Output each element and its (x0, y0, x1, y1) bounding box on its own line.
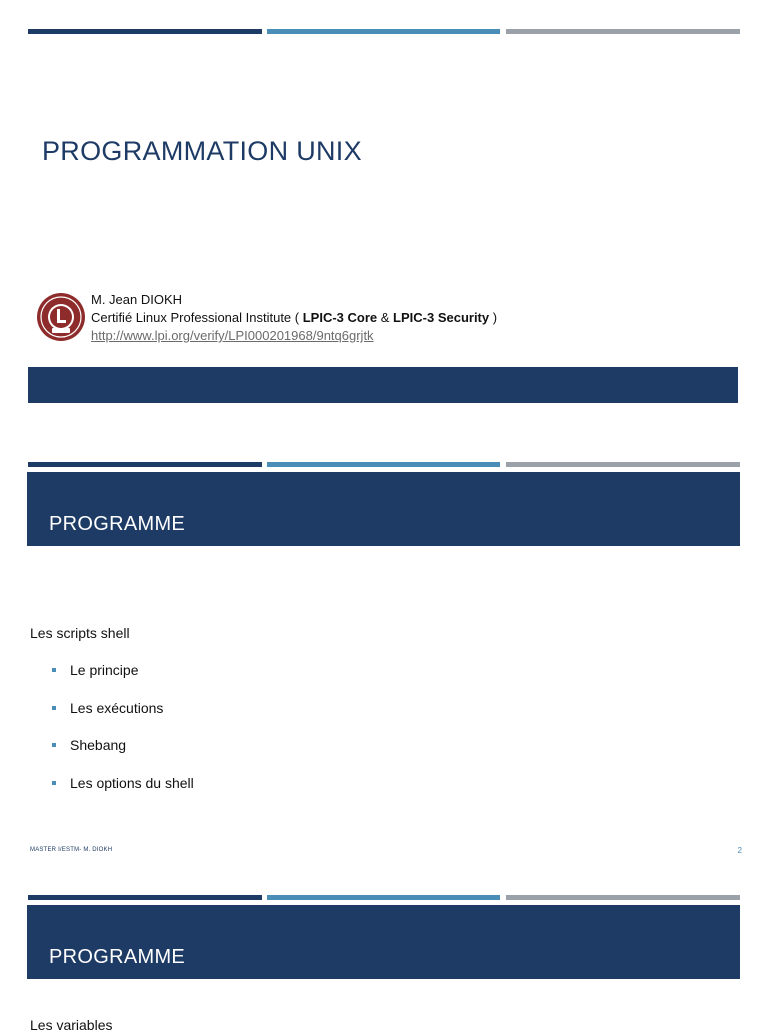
verify-link[interactable]: http://www.lpi.org/verify/LPI000201968/9ntq6grjtk (91, 328, 374, 343)
cert-mid: & (377, 310, 394, 325)
list-item (52, 735, 194, 773)
slide-footer-text: MASTER I/ESTM- M. DIOKH (30, 847, 113, 853)
square-bullet-icon (52, 706, 56, 710)
slide-header (27, 472, 740, 546)
slide-footer-band (28, 367, 738, 403)
square-bullet-icon (52, 781, 56, 785)
list-item-text: Les exécutions (70, 699, 164, 716)
list-item (52, 773, 194, 811)
page-number: 2 (737, 846, 742, 855)
square-bullet-icon (52, 743, 56, 747)
slide-programme-next (0, 864, 768, 1033)
accent-bar-gray (506, 29, 740, 34)
slide-header (27, 905, 740, 979)
accent-bar-blue (267, 895, 500, 900)
list-item (52, 698, 194, 736)
partial-section-heading: Les variables (30, 1017, 113, 1033)
square-bullet-icon (52, 668, 56, 672)
accent-bar-navy (28, 29, 262, 34)
cert-lpic3-core: LPIC-3 Core (302, 310, 378, 325)
lpi-logo-icon (36, 292, 86, 342)
author-details (91, 291, 497, 345)
certification-line (91, 309, 497, 327)
cert-suffix: ) (489, 310, 498, 325)
list-item-text: Shebang (70, 737, 127, 753)
slide-title: PROGRAMME (49, 513, 186, 535)
list-item-text: Le principe (70, 662, 139, 678)
slide-programme (0, 430, 768, 864)
accent-bar-navy (28, 462, 262, 467)
bullet-list (52, 660, 194, 810)
cert-prefix: Certifié Linux Professional Institute ( (91, 310, 303, 325)
top-accent-bars (28, 895, 740, 900)
author-block (36, 290, 736, 350)
slide-title (0, 0, 768, 430)
top-accent-bars (28, 29, 740, 34)
accent-bar-gray (506, 895, 740, 900)
list-item-text: Les options du shell (70, 774, 194, 791)
accent-bar-blue (267, 462, 500, 467)
presentation-title: PROGRAMMATION UNIX (42, 136, 362, 166)
list-item (52, 660, 194, 698)
slide-title: PROGRAMME (49, 946, 186, 968)
accent-bar-navy (28, 895, 262, 900)
accent-bar-gray (506, 462, 740, 467)
accent-bar-blue (267, 29, 500, 34)
section-heading: Les scripts shell (30, 625, 130, 641)
author-name: M. Jean DIOKH (91, 292, 183, 307)
cert-lpic3-security: LPIC-3 Security (393, 310, 490, 325)
top-accent-bars (28, 462, 740, 467)
